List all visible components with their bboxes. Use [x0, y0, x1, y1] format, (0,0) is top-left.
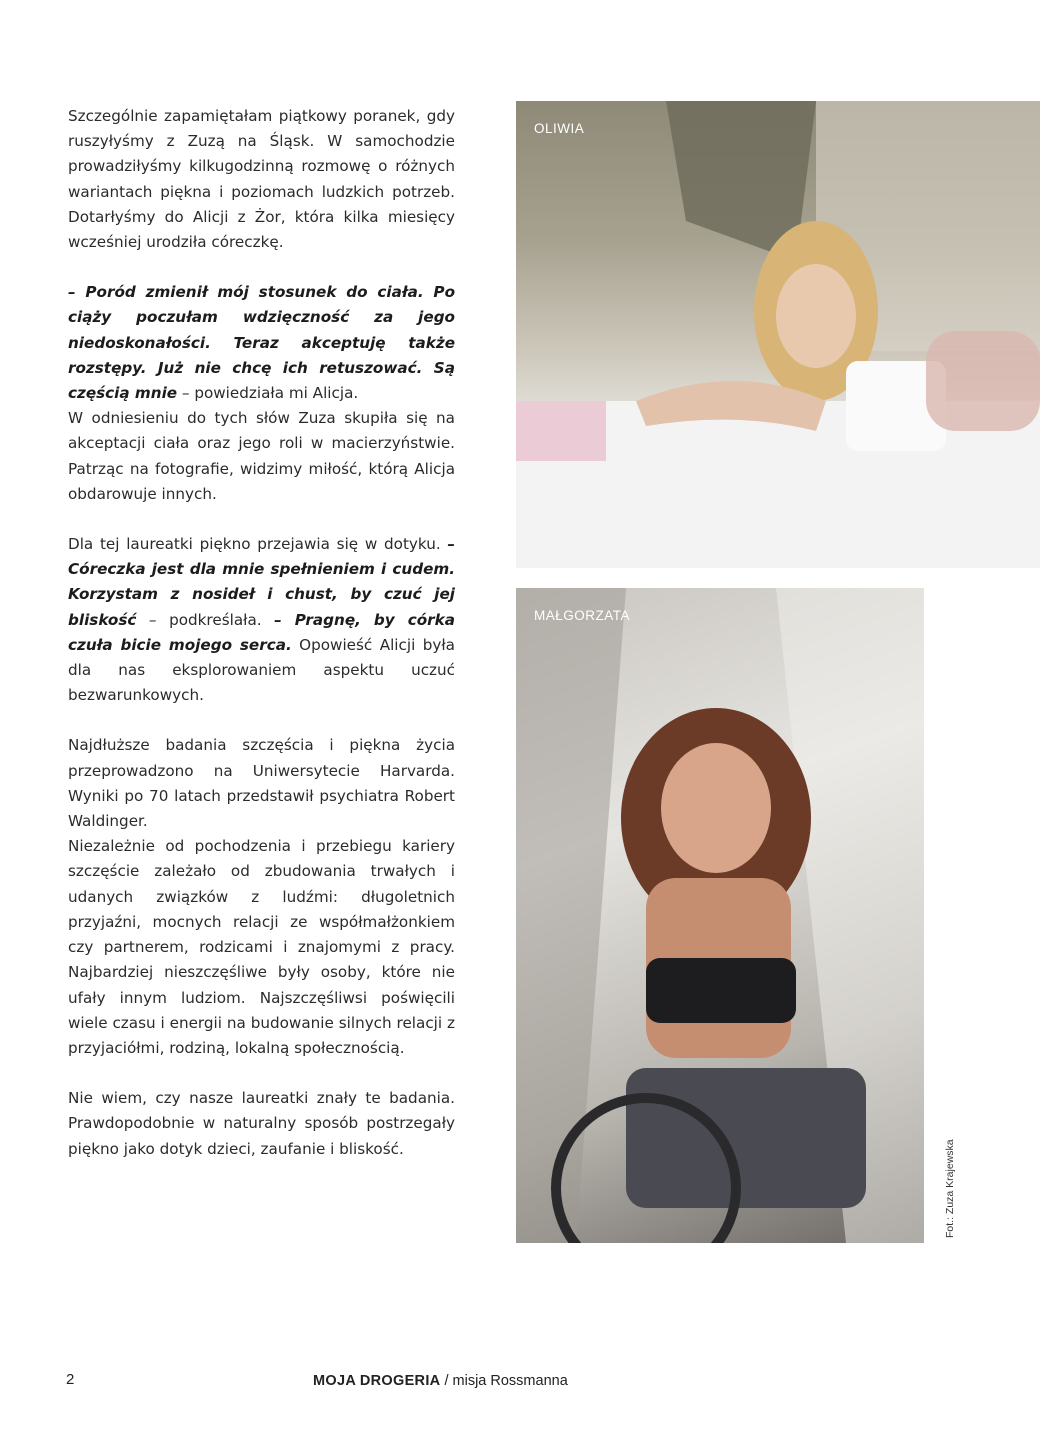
article-body — [68, 104, 455, 1162]
photo-label-malgorzata: MAŁGORZATA — [534, 608, 631, 623]
paragraph-harvard: Najdłuższe badania szczęścia i piękna życia przeprowadzono na Uniwersytecie Harvarda. Wyniki po 70 latach przedstawił psychiatra Robert Waldinger. — [68, 736, 455, 831]
paragraph-touch — [68, 532, 455, 708]
paragraph-closing: Nie wiem, czy nasze laureatki znały te badania. Prawdopodobnie w naturalny sposób postrzegały piękno jako dotyk dzieci, zaufanie i bliskość. — [68, 1089, 455, 1158]
footer-separator: / — [440, 1373, 453, 1389]
quote-daughter: – Córeczka jest dla mnie spełnieniem i cudem. Korzystam z nosideł i chust, by czuć jej bliskość — [68, 535, 455, 629]
magazine-name: MOJA DROGERIA — [313, 1373, 441, 1389]
photo-malgorzata — [516, 588, 924, 1243]
photo-malgorzata-illustration — [516, 588, 924, 1243]
photo-oliwia — [516, 101, 1040, 568]
quote-attribution: – powiedziała mi Alicja. — [177, 384, 359, 403]
paragraph-alicja-quote — [68, 280, 455, 406]
photo-label-oliwia: OLIWIA — [534, 121, 585, 136]
text-segment: – podkreślała. — [136, 610, 275, 629]
quote-alicja: – Poród zmienił mój stosunek do ciała. Po ciąży poczułam wdzięczność za jego niedoskonałości. Teraz akceptuję także rozstępy. Już nie chcę ich retuszować. Są częścią mnie — [68, 283, 455, 403]
magazine-subtitle: misja Rossmanna — [452, 1373, 568, 1389]
quote-heartbeat: – Pragnę, by córka czuła bicie mojego serca. — [68, 610, 455, 654]
text-segment: Dla tej laureatki piękno przejawia się w dotyku. — [68, 535, 448, 554]
footer-magazine — [313, 1373, 568, 1389]
text-segment: Opowieść Alicji była dla nas eksplorowaniem aspektu uczuć bezwarunkowych. — [68, 635, 455, 705]
paragraph-acceptance: W odniesieniu do tych słów Zuza skupiła się na akceptacji ciała oraz jego roli w macierzyństwie. Patrząc na fotografie, widzimy miłość, którą Alicja obdarowuje innych. — [68, 409, 455, 503]
page-number: 2 — [66, 1371, 75, 1388]
paragraph-relationships: Niezależnie od pochodzenia i przebiegu kariery szczęście zależało od zbudowania trwałych i udanych związków z ludźmi: długoletnich przyjaźni, mocnych relacji ze współmałżonkiem czy partnerem, rodzicami i znajomymi z pracy. Najbardziej nieszczęśliwe były osoby, które nie ufały innym ludziom. Najszczęśliwsi poświęcili wiele czasu i energii na budowanie silnych relacji z przyjaciółmi, rodziną, lokalną społecznością. — [68, 837, 455, 1057]
photo-credit: Fot.: Zuza Krajewska — [944, 1139, 956, 1238]
photo-oliwia-illustration — [516, 101, 1040, 568]
paragraph-intro: Szczególnie zapamiętałam piątkowy poranek, gdy ruszyłyśmy z Zuzą na Śląsk. W samochodzie prowadziłyśmy kilkugodzinną rozmowę o różnych wariantach piękna i poziomach ludzkich potrzeb. Dotarłyśmy do Alicji z Żor, która kilka miesięcy wcześniej urodziła córeczkę. — [68, 107, 455, 252]
